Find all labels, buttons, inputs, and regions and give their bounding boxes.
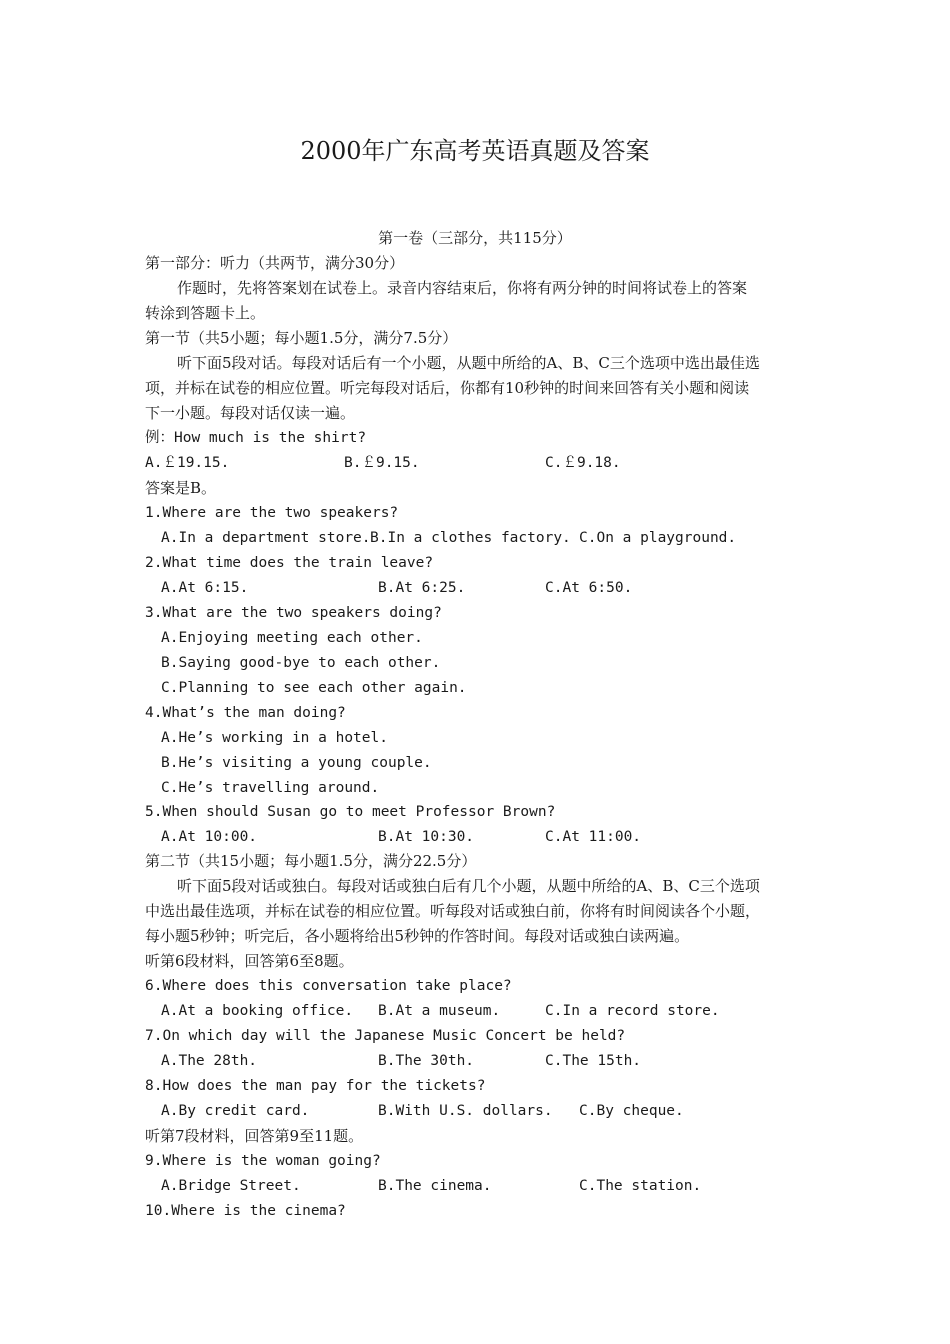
section2-heading: 第二节（共15小题；每小题1.5分，满分22.5分）	[145, 852, 477, 870]
option-c: C.He’s travelling around.	[161, 780, 380, 796]
part1-heading: 第一部分：听力（共两节，满分30分）	[145, 254, 405, 272]
question-stem: 8.How does the man pay for the tickets?	[145, 1078, 486, 1094]
option-c: C.The 15th.	[545, 1053, 642, 1069]
section1-intro: 项，并标在试卷的相应位置。听完每段对话后，你都有10秒钟的时间来回答有关小题和阅读	[145, 379, 750, 397]
option-a: A.At 10:00.	[161, 829, 258, 845]
question-stem: 2.What time does the train leave?	[145, 555, 434, 571]
option-c: C.Planning to see each other again.	[161, 680, 467, 696]
option-b: B.With U.S. dollars.	[378, 1103, 553, 1119]
material-note: 听第7段材料，回答第9至11题。	[145, 1127, 364, 1145]
option-a: A.Bridge Street.	[161, 1178, 301, 1194]
volume-heading: 第一卷（三部分，共115分）	[378, 229, 572, 247]
option-a: A.Enjoying meeting each other.	[161, 630, 423, 646]
section2-intro: 每小题5秒钟；听完后，各小题将给出5秒钟的作答时间。每段对话或独白读两遍。	[145, 927, 690, 945]
option-a: A.At a booking office.	[161, 1003, 354, 1019]
option-a: A.By credit card.	[161, 1103, 310, 1119]
question-stem: 4.What’s the man doing?	[145, 705, 346, 721]
example-answer: 答案是B。	[145, 479, 217, 497]
example-option-b: B.￡9.15.	[344, 455, 420, 471]
section2-intro: 听下面5段对话或独白。每段对话或独白后有几个小题，从题中所给的A、B、C三个选项	[177, 877, 760, 895]
question-stem: 9.Where is the woman going?	[145, 1153, 381, 1169]
question-stem: 1.Where are the two speakers?	[145, 505, 399, 521]
option-c: C.By cheque.	[579, 1103, 684, 1119]
example-option-a: A.￡19.15.	[145, 455, 230, 471]
option-b: B.Saying good-bye to each other.	[161, 655, 441, 671]
option-b: B.In a clothes factory.	[370, 530, 571, 546]
option-a: A.He’s working in a hotel.	[161, 730, 388, 746]
option-c: C.In a record store.	[545, 1003, 720, 1019]
section1-intro: 下一小题。每段对话仅读一遍。	[145, 404, 356, 422]
option-a: A.The 28th.	[161, 1053, 258, 1069]
example-question: 例：How much is the shirt?	[145, 430, 367, 446]
option-b: B.He’s visiting a young couple.	[161, 755, 432, 771]
question-stem: 6.Where does this conversation take place?	[145, 978, 512, 994]
option-b: B.At 10:30.	[378, 829, 475, 845]
question-stem: 5.When should Susan go to meet Professor Brown?	[145, 804, 556, 820]
question-stem: 7.On which day will the Japanese Music Concert be held?	[145, 1028, 626, 1044]
example-option-c: C.￡9.18.	[545, 455, 621, 471]
section1-heading: 第一节（共5小题；每小题1.5分，满分7.5分）	[145, 329, 458, 347]
option-c: C.The station.	[579, 1178, 702, 1194]
part1-instruction: 作题时，先将答案划在试卷上。录音内容结束后，你将有两分钟的时间将试卷上的答案	[177, 279, 748, 297]
document-title: 2000年广东高考英语真题及答案	[300, 137, 650, 165]
option-b: B.At a museum.	[378, 1003, 501, 1019]
question-stem: 3.What are the two speakers doing?	[145, 605, 442, 621]
option-a: A.In a department store.	[161, 530, 371, 546]
option-b: B.The cinema.	[378, 1178, 492, 1194]
option-a: A.At 6:15.	[161, 580, 249, 596]
option-c: C.At 6:50.	[545, 580, 633, 596]
option-b: B.The 30th.	[378, 1053, 475, 1069]
option-c: C.On a playground.	[579, 530, 737, 546]
option-c: C.At 11:00.	[545, 829, 642, 845]
part1-instruction: 转涂到答题卡上。	[145, 304, 266, 322]
section2-intro: 中选出最佳选项，并标在试卷的相应位置。听每段对话或独白前，你将有时间阅读各个小题，	[145, 902, 761, 920]
section1-intro: 听下面5段对话。每段对话后有一个小题，从题中所给的A、B、C三个选项中选出最佳选	[177, 354, 760, 372]
question-stem: 10.Where is the cinema?	[145, 1203, 346, 1219]
material-note: 听第6段材料，回答第6至8题。	[145, 952, 354, 970]
option-b: B.At 6:25.	[378, 580, 466, 596]
